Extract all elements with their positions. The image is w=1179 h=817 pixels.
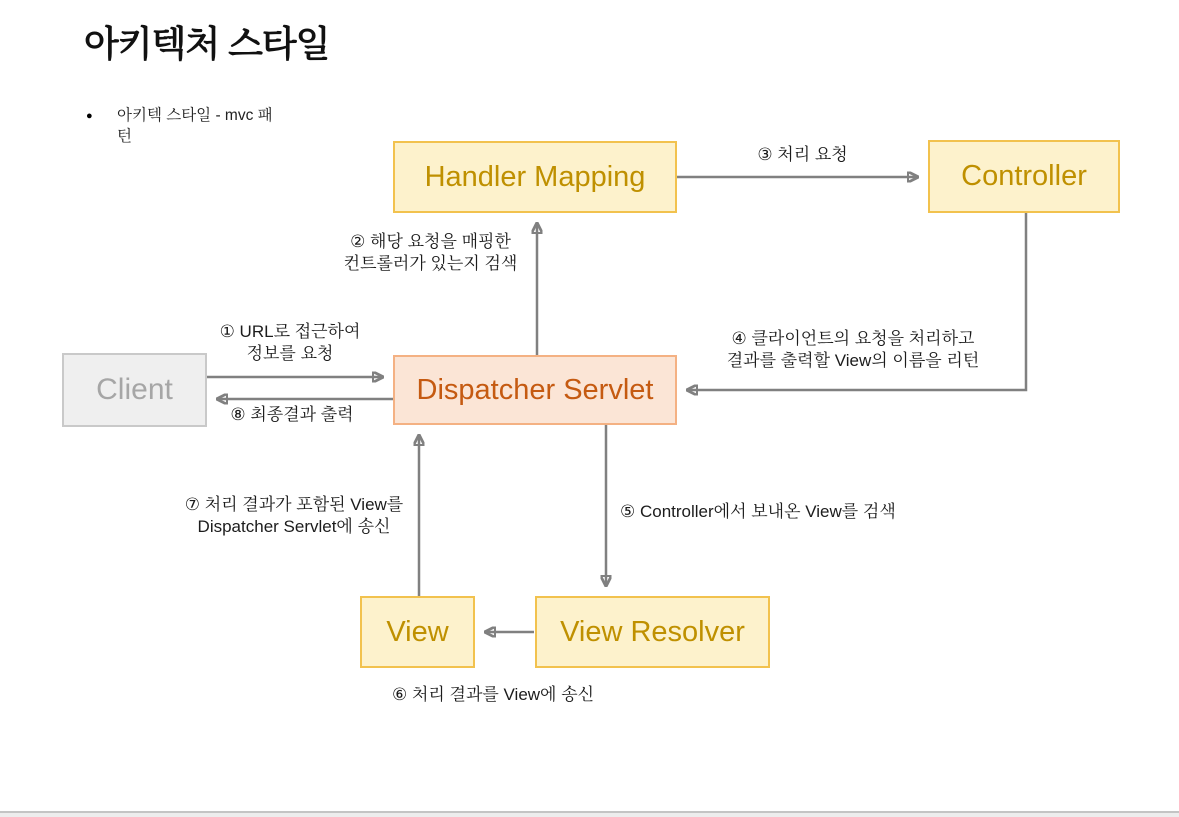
edge-label-step5 (620, 501, 896, 523)
edge-label-line: ⑦ 처리 결과가 포함된 View를 (184, 495, 404, 514)
node-label: Client (96, 373, 173, 406)
edge-label-step7 (138, 494, 450, 538)
edge-label-line: Dispatcher Servlet에 송신 (197, 517, 391, 536)
node-label: View Resolver (560, 615, 745, 648)
node-dispatcher-servlet (393, 355, 677, 425)
node-controller (928, 140, 1120, 213)
bullet-text (117, 105, 317, 147)
edge-label-line: ⑤ Controller에서 보내온 View를 검색 (620, 502, 896, 521)
bullet-text-line: 아키텍 스타일 - mvc 패 (117, 107, 273, 124)
edge-label-line: ⑥ 처리 결과를 View에 송신 (392, 685, 595, 704)
edge-label-step4 (683, 328, 1023, 372)
page-title: 아키텍처 스타일 (84, 23, 330, 64)
edge-label-line: ① URL로 접근하여 (219, 322, 361, 341)
edge-label-line: ③ 처리 요청 (757, 145, 848, 164)
node-view-resolver (535, 596, 770, 668)
bullet-icon: ● (86, 110, 93, 122)
edge-label-line: 결과를 출력할 View의 이름을 리턴 (726, 351, 980, 370)
edge-label-line: ④ 클라이언트의 요청을 처리하고 (731, 329, 975, 348)
node-handler-mapping (393, 141, 677, 213)
edge-label-line: 컨트롤러가 있는지 검색 (343, 254, 518, 273)
node-view (360, 596, 475, 668)
edge-label-line: 정보를 요청 (246, 344, 334, 363)
edge-label-line: ② 해당 요청을 매핑한 (350, 232, 511, 251)
edge-label-step6 (392, 684, 594, 706)
edge-label-step3 (695, 144, 910, 166)
bullet-text-line: 턴 (117, 128, 132, 145)
edge-label-line: ⑧ 최종결과 출력 (230, 405, 354, 424)
node-client (62, 353, 207, 427)
edge-label-step8 (212, 404, 372, 426)
node-label: Handler Mapping (424, 160, 646, 193)
edge-label-step1 (200, 321, 380, 365)
bottom-band (0, 813, 1179, 817)
node-label: Controller (961, 160, 1087, 192)
edge-label-step2 (308, 231, 553, 275)
node-label: View (386, 615, 449, 648)
node-label: Dispatcher Servlet (416, 373, 654, 406)
